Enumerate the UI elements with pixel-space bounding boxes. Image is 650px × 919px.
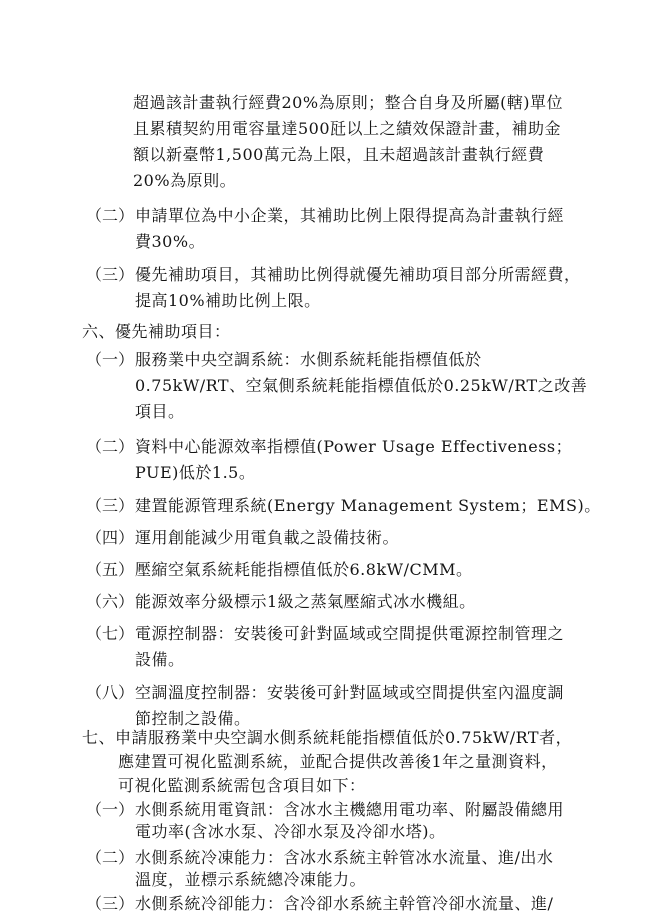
list-item-text: 節控制之設備。 [135, 709, 251, 728]
list-marker: （七） [86, 624, 135, 643]
list-item-text: 項目。 [135, 402, 185, 421]
list-marker: （六） [86, 592, 135, 611]
list-marker: （一） [86, 800, 135, 819]
list-item-text: 優先補助項目，其補助比例得就優先補助項目部分所需經費， [135, 265, 581, 284]
list-item-text: 運用創能減少用電負載之設備技術。 [135, 528, 400, 547]
list-marker: （二） [86, 848, 135, 867]
list-item-text: 水側系統冷卻能力：含冷卻水系統主幹管冷卻水流量、進/ [135, 894, 554, 913]
list-item-text: 建置能源管理系統(Energy Management System；EMS)。 [135, 496, 601, 515]
list-item-text: 設備。 [135, 650, 185, 669]
section-heading: 可視化監測系統需包含項目如下： [118, 776, 366, 795]
text-line: 超過該計畫執行經費20%為原則；整合自身及所屬(轄)單位 [133, 93, 564, 112]
list-item-text: 溫度，並標示系統總冷凍能力。 [135, 870, 367, 889]
list-marker: （五） [86, 560, 135, 579]
list-item-text: 提高10%補助比例上限。 [135, 291, 321, 310]
list-marker: （三） [86, 265, 135, 284]
list-item-text: 空調溫度控制器：安裝後可針對區域或空間提供室內溫度調 [135, 683, 565, 702]
list-item-text: 0.75kW/RT、空氣側系統耗能指標值低於0.25kW/RT之改善 [135, 376, 588, 395]
list-item-text: 水側系統冷凍能力：含冰水系統主幹管冰水流量、進/出水 [135, 848, 554, 867]
list-item-text: 水側系統用電資訊：含冰水主機總用電功率、附屬設備總用 [135, 800, 565, 819]
list-item-text: 電源控制器：安裝後可針對區域或空間提供電源控制管理之 [135, 624, 565, 643]
list-marker: （二） [86, 437, 135, 456]
text-line: 額以新臺幣1,500萬元為上限，且未超過該計畫執行經費 [133, 145, 545, 164]
section-heading: 六、優先補助項目： [82, 322, 231, 341]
list-marker: （二） [86, 206, 135, 225]
section-heading: 七、申請服務業中央空調水側系統耗能指標值低於0.75kW/RT者， [82, 728, 573, 747]
list-item-text: PUE)低於1.5。 [135, 463, 256, 482]
list-item-text: 資料中心能源效率指標值(Power Usage Effectiveness； [135, 437, 573, 456]
text-line: 20%為原則。 [133, 171, 237, 190]
list-item-text: 服務業中央空調系統：水側系統耗能指標值低於 [135, 350, 482, 369]
list-item-text: 能源效率分級標示1級之蒸氣壓縮式冰水機組。 [135, 592, 476, 611]
list-item-text: 電功率(含冰水泵、冷卻水泵及冷卻水塔)。 [135, 822, 446, 841]
list-item-text: 申請單位為中小企業，其補助比例上限得提高為計畫執行經 [135, 206, 565, 225]
list-item-text: 費30%。 [135, 232, 206, 251]
list-marker: （四） [86, 528, 135, 547]
section-heading: 應建置可視化監測系統，並配合提供改善後1年之量測資料， [118, 752, 558, 771]
text-line: 且累積契約用電容量達500瓩以上之績效保證計畫，補助金 [133, 119, 562, 138]
list-marker: （三） [86, 496, 135, 515]
list-marker: （八） [86, 683, 135, 702]
list-marker: （三） [86, 894, 135, 913]
list-marker: （一） [86, 350, 135, 369]
list-item-text: 壓縮空氣系統耗能指標值低於6.8kW/CMM。 [135, 560, 473, 579]
